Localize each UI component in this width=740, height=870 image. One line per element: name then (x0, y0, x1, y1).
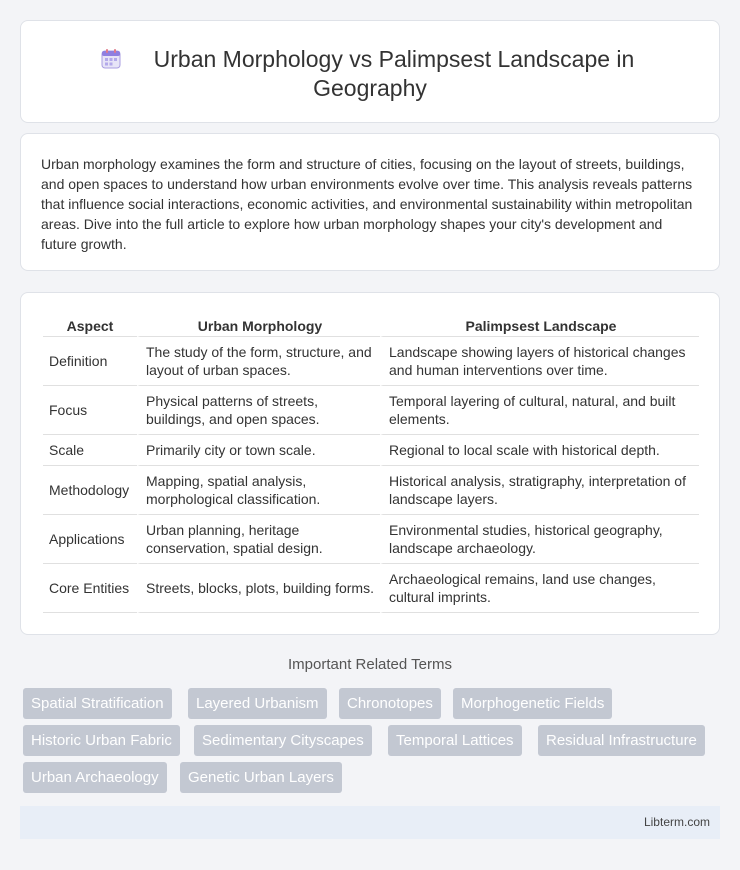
intro-text: Urban morphology examines the form and structure of cities, focusing on the layout of streets, buildings, and open spaces to understand how urban environments evolve over time. This analysis reveals patterns that influence social interactions, economic activities, and environmental sustainability within metropolitan areas. Dive into the full article to explore how urban morphology shapes your city's development and future growth. (41, 156, 693, 252)
header-urban-morphology: Urban Morphology (137, 313, 380, 337)
term-tag[interactable]: Chronotopes (339, 688, 441, 719)
row-palimpsest-value: Archaeological remains, land use changes, cultural imprints. (380, 564, 699, 613)
term-tag[interactable]: Temporal Lattices (388, 725, 522, 756)
table-row (43, 435, 699, 466)
table-header-row (43, 313, 699, 337)
row-urban-value: Streets, blocks, plots, building forms. (137, 564, 380, 613)
row-urban-value: Primarily city or town scale. (137, 435, 380, 466)
comparison-card (20, 292, 720, 635)
row-urban-value: Mapping, spatial analysis, morphological classification. (137, 466, 380, 515)
title-line-1: Urban Morphology vs Palimpsest Landscape in (153, 46, 635, 72)
row-aspect: Applications (43, 515, 137, 564)
header-aspect: Aspect (43, 313, 137, 337)
row-palimpsest-value: Temporal layering of cultural, natural, and built elements. (380, 386, 699, 435)
row-palimpsest-value: Historical analysis, stratigraphy, interpretation of landscape layers. (380, 466, 699, 515)
table-row (43, 515, 699, 564)
table-row (43, 564, 699, 613)
footer (20, 806, 720, 839)
intro-card (20, 133, 720, 271)
table-row (43, 337, 699, 386)
row-palimpsest-value: Environmental studies, historical geography, landscape archaeology. (380, 515, 699, 564)
table-row (43, 466, 699, 515)
row-aspect: Methodology (43, 466, 137, 515)
row-aspect: Definition (43, 337, 137, 386)
footer-site-link[interactable]: Libterm.com (643, 815, 710, 829)
term-tag[interactable]: Residual Infrastructure (538, 725, 705, 756)
term-tag[interactable]: Layered Urbanism (188, 688, 327, 719)
title-line-2: Geography (313, 75, 427, 101)
row-palimpsest-value: Landscape showing layers of historical changes and human interventions over time. (380, 337, 699, 386)
term-tag[interactable]: Spatial Stratification (23, 688, 172, 719)
row-urban-value: Physical patterns of streets, buildings, and open spaces. (137, 386, 380, 435)
header-palimpsest-landscape: Palimpsest Landscape (380, 313, 699, 337)
title-card (20, 20, 720, 123)
row-palimpsest-value: Regional to local scale with historical depth. (380, 435, 699, 466)
row-urban-value: Urban planning, heritage conservation, spatial design. (137, 515, 380, 564)
row-aspect: Scale (43, 435, 137, 466)
row-aspect: Focus (43, 386, 137, 435)
related-terms-title: Important Related Terms (288, 656, 452, 673)
term-tag[interactable]: Historic Urban Fabric (23, 725, 180, 756)
row-aspect: Core Entities (43, 564, 137, 613)
comparison-table (43, 313, 699, 613)
term-tag[interactable]: Genetic Urban Layers (180, 762, 342, 793)
term-tag[interactable]: Sedimentary Cityscapes (194, 725, 372, 756)
term-tag[interactable]: Urban Archaeology (23, 762, 167, 793)
term-tag[interactable]: Morphogenetic Fields (453, 688, 612, 719)
table-row (43, 386, 699, 435)
page-title (21, 45, 719, 103)
row-urban-value: The study of the form, structure, and layout of urban spaces. (137, 337, 380, 386)
